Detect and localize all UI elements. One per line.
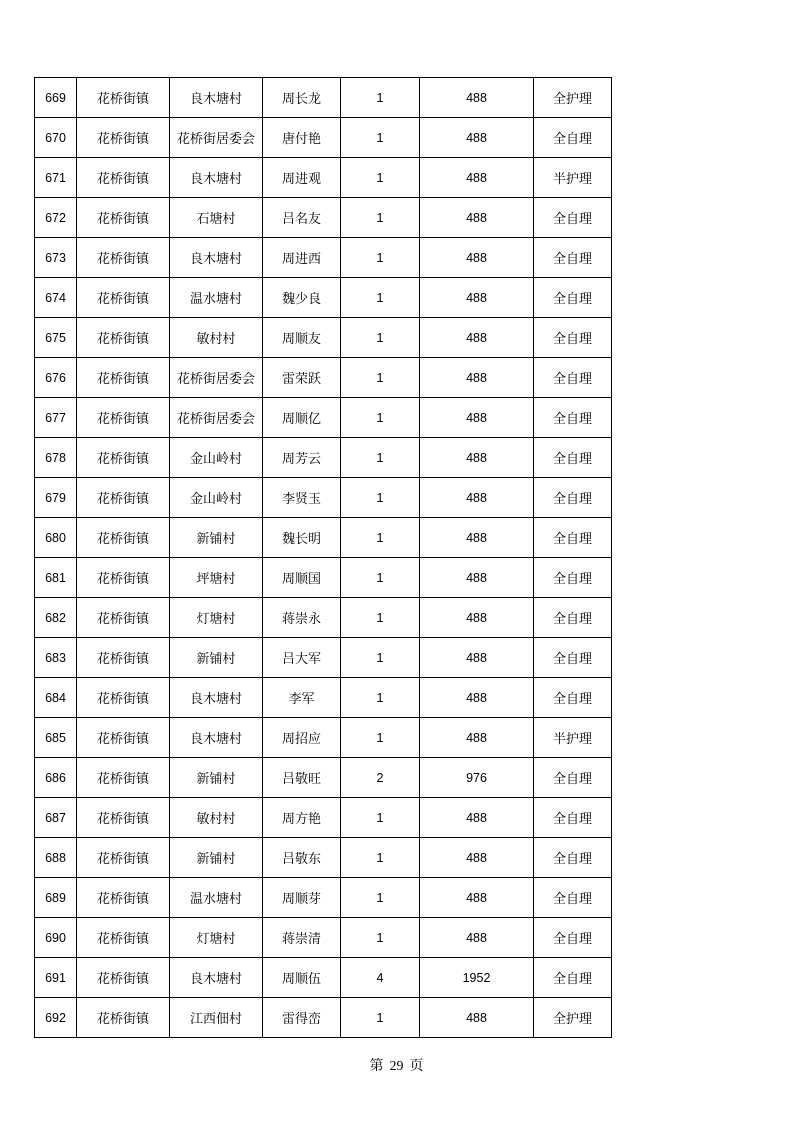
amount-cell: 488: [420, 998, 534, 1038]
village-cell: 新铺村: [170, 518, 263, 558]
name-cell: 吕敬旺: [263, 758, 341, 798]
name-cell: 吕大军: [263, 638, 341, 678]
count-cell: 1: [341, 318, 420, 358]
village-cell: 良木塘村: [170, 718, 263, 758]
count-cell: 1: [341, 838, 420, 878]
town-cell: 花桥街镇: [77, 638, 170, 678]
row-number-cell: 673: [35, 238, 77, 278]
village-cell: 新铺村: [170, 758, 263, 798]
name-cell: 吕名友: [263, 198, 341, 238]
name-cell: 魏长明: [263, 518, 341, 558]
name-cell: 周进观: [263, 158, 341, 198]
care-level-cell: 全护理: [534, 998, 612, 1038]
row-number-cell: 691: [35, 958, 77, 998]
town-cell: 花桥街镇: [77, 278, 170, 318]
village-cell: 花桥街居委会: [170, 398, 263, 438]
row-number-cell: 675: [35, 318, 77, 358]
table-row: [35, 78, 612, 118]
care-level-cell: 全自理: [534, 398, 612, 438]
table-row: [35, 758, 612, 798]
table-row: [35, 878, 612, 918]
name-cell: 周顺国: [263, 558, 341, 598]
care-level-cell: 全自理: [534, 118, 612, 158]
table-body: [35, 78, 612, 1038]
row-number-cell: 682: [35, 598, 77, 638]
town-cell: 花桥街镇: [77, 918, 170, 958]
count-cell: 1: [341, 358, 420, 398]
row-number-cell: 674: [35, 278, 77, 318]
care-level-cell: 半护理: [534, 158, 612, 198]
care-level-cell: 全自理: [534, 878, 612, 918]
count-cell: 1: [341, 878, 420, 918]
table-row: [35, 638, 612, 678]
amount-cell: 488: [420, 398, 534, 438]
name-cell: 周方艳: [263, 798, 341, 838]
care-level-cell: 全自理: [534, 358, 612, 398]
amount-cell: 488: [420, 438, 534, 478]
count-cell: 1: [341, 278, 420, 318]
count-cell: 1: [341, 118, 420, 158]
name-cell: 李军: [263, 678, 341, 718]
amount-cell: 488: [420, 158, 534, 198]
count-cell: 1: [341, 558, 420, 598]
row-number-cell: 672: [35, 198, 77, 238]
care-level-cell: 全自理: [534, 438, 612, 478]
care-level-cell: 全自理: [534, 798, 612, 838]
town-cell: 花桥街镇: [77, 358, 170, 398]
page-footer: [0, 1055, 793, 1075]
care-level-cell: 全自理: [534, 958, 612, 998]
town-cell: 花桥街镇: [77, 758, 170, 798]
table-row: [35, 238, 612, 278]
count-cell: 1: [341, 398, 420, 438]
town-cell: 花桥街镇: [77, 878, 170, 918]
row-number-cell: 670: [35, 118, 77, 158]
amount-cell: 488: [420, 598, 534, 638]
town-cell: 花桥街镇: [77, 198, 170, 238]
count-cell: 1: [341, 518, 420, 558]
town-cell: 花桥街镇: [77, 838, 170, 878]
table-row: [35, 318, 612, 358]
count-cell: 1: [341, 918, 420, 958]
count-cell: 1: [341, 78, 420, 118]
count-cell: 1: [341, 478, 420, 518]
amount-cell: 488: [420, 318, 534, 358]
name-cell: 周长龙: [263, 78, 341, 118]
amount-cell: 488: [420, 718, 534, 758]
amount-cell: 488: [420, 798, 534, 838]
table-row: [35, 718, 612, 758]
amount-cell: 488: [420, 518, 534, 558]
name-cell: 蒋崇清: [263, 918, 341, 958]
row-number-cell: 687: [35, 798, 77, 838]
row-number-cell: 683: [35, 638, 77, 678]
table-row: [35, 918, 612, 958]
town-cell: 花桥街镇: [77, 158, 170, 198]
town-cell: 花桥街镇: [77, 518, 170, 558]
care-level-cell: 全自理: [534, 758, 612, 798]
care-level-cell: 全自理: [534, 638, 612, 678]
amount-cell: 488: [420, 78, 534, 118]
row-number-cell: 678: [35, 438, 77, 478]
table-row: [35, 998, 612, 1038]
village-cell: 敏村村: [170, 798, 263, 838]
count-cell: 1: [341, 998, 420, 1038]
care-level-cell: 全自理: [534, 678, 612, 718]
town-cell: 花桥街镇: [77, 478, 170, 518]
row-number-cell: 677: [35, 398, 77, 438]
row-number-cell: 689: [35, 878, 77, 918]
count-cell: 1: [341, 798, 420, 838]
page-number: 29: [389, 1059, 404, 1074]
amount-cell: 488: [420, 198, 534, 238]
count-cell: 1: [341, 678, 420, 718]
amount-cell: 488: [420, 478, 534, 518]
village-cell: 良木塘村: [170, 158, 263, 198]
row-number-cell: 669: [35, 78, 77, 118]
village-cell: 良木塘村: [170, 238, 263, 278]
care-level-cell: 全自理: [534, 838, 612, 878]
name-cell: 魏少良: [263, 278, 341, 318]
village-cell: 灯塘村: [170, 918, 263, 958]
table-row: [35, 598, 612, 638]
amount-cell: 1952: [420, 958, 534, 998]
count-cell: 2: [341, 758, 420, 798]
row-number-cell: 681: [35, 558, 77, 598]
amount-cell: 488: [420, 638, 534, 678]
village-cell: 良木塘村: [170, 678, 263, 718]
name-cell: 李贤玉: [263, 478, 341, 518]
row-number-cell: 679: [35, 478, 77, 518]
count-cell: 1: [341, 438, 420, 478]
name-cell: 周顺友: [263, 318, 341, 358]
name-cell: 周顺伍: [263, 958, 341, 998]
page-footer-suffix: 页: [409, 1058, 424, 1074]
village-cell: 石塘村: [170, 198, 263, 238]
name-cell: 雷荣跃: [263, 358, 341, 398]
row-number-cell: 671: [35, 158, 77, 198]
name-cell: 唐付艳: [263, 118, 341, 158]
care-level-cell: 半护理: [534, 718, 612, 758]
town-cell: 花桥街镇: [77, 718, 170, 758]
amount-cell: 488: [420, 878, 534, 918]
table-row: [35, 518, 612, 558]
village-cell: 金山岭村: [170, 438, 263, 478]
table-row: [35, 438, 612, 478]
town-cell: 花桥街镇: [77, 598, 170, 638]
care-level-cell: 全护理: [534, 78, 612, 118]
table-row: [35, 398, 612, 438]
village-cell: 敏村村: [170, 318, 263, 358]
village-cell: 良木塘村: [170, 958, 263, 998]
table-row: [35, 158, 612, 198]
town-cell: 花桥街镇: [77, 318, 170, 358]
care-level-cell: 全自理: [534, 198, 612, 238]
town-cell: 花桥街镇: [77, 438, 170, 478]
town-cell: 花桥街镇: [77, 798, 170, 838]
table-row: [35, 958, 612, 998]
table-row: [35, 838, 612, 878]
count-cell: 1: [341, 198, 420, 238]
table-row: [35, 558, 612, 598]
care-level-cell: 全自理: [534, 278, 612, 318]
row-number-cell: 684: [35, 678, 77, 718]
town-cell: 花桥街镇: [77, 998, 170, 1038]
village-cell: 良木塘村: [170, 78, 263, 118]
care-level-cell: 全自理: [534, 478, 612, 518]
village-cell: 江西佃村: [170, 998, 263, 1038]
village-cell: 花桥街居委会: [170, 118, 263, 158]
amount-cell: 488: [420, 358, 534, 398]
count-cell: 1: [341, 638, 420, 678]
care-level-cell: 全自理: [534, 518, 612, 558]
village-cell: 坪塘村: [170, 558, 263, 598]
count-cell: 4: [341, 958, 420, 998]
count-cell: 1: [341, 598, 420, 638]
village-cell: 新铺村: [170, 838, 263, 878]
name-cell: 周芳云: [263, 438, 341, 478]
row-number-cell: 688: [35, 838, 77, 878]
care-level-cell: 全自理: [534, 318, 612, 358]
data-table: [34, 77, 612, 1038]
amount-cell: 488: [420, 278, 534, 318]
town-cell: 花桥街镇: [77, 78, 170, 118]
amount-cell: 488: [420, 558, 534, 598]
name-cell: 蒋崇永: [263, 598, 341, 638]
row-number-cell: 685: [35, 718, 77, 758]
amount-cell: 488: [420, 238, 534, 278]
name-cell: 周顺芽: [263, 878, 341, 918]
table-row: [35, 278, 612, 318]
name-cell: 吕敬东: [263, 838, 341, 878]
amount-cell: 488: [420, 678, 534, 718]
table-row: [35, 358, 612, 398]
amount-cell: 488: [420, 918, 534, 958]
village-cell: 灯塘村: [170, 598, 263, 638]
count-cell: 1: [341, 238, 420, 278]
row-number-cell: 680: [35, 518, 77, 558]
care-level-cell: 全自理: [534, 238, 612, 278]
row-number-cell: 686: [35, 758, 77, 798]
name-cell: 周进西: [263, 238, 341, 278]
town-cell: 花桥街镇: [77, 958, 170, 998]
count-cell: 1: [341, 158, 420, 198]
village-cell: 花桥街居委会: [170, 358, 263, 398]
town-cell: 花桥街镇: [77, 678, 170, 718]
town-cell: 花桥街镇: [77, 398, 170, 438]
row-number-cell: 692: [35, 998, 77, 1038]
town-cell: 花桥街镇: [77, 118, 170, 158]
name-cell: 雷得峦: [263, 998, 341, 1038]
amount-cell: 488: [420, 118, 534, 158]
row-number-cell: 676: [35, 358, 77, 398]
row-number-cell: 690: [35, 918, 77, 958]
care-level-cell: 全自理: [534, 558, 612, 598]
name-cell: 周招应: [263, 718, 341, 758]
village-cell: 温水塘村: [170, 878, 263, 918]
town-cell: 花桥街镇: [77, 238, 170, 278]
village-cell: 新铺村: [170, 638, 263, 678]
village-cell: 温水塘村: [170, 278, 263, 318]
table-row: [35, 478, 612, 518]
count-cell: 1: [341, 718, 420, 758]
town-cell: 花桥街镇: [77, 558, 170, 598]
table-row: [35, 678, 612, 718]
table-row: [35, 118, 612, 158]
table-row: [35, 198, 612, 238]
care-level-cell: 全自理: [534, 598, 612, 638]
amount-cell: 488: [420, 838, 534, 878]
name-cell: 周顺亿: [263, 398, 341, 438]
page-footer-prefix: 第: [369, 1058, 384, 1074]
care-level-cell: 全自理: [534, 918, 612, 958]
table-row: [35, 798, 612, 838]
village-cell: 金山岭村: [170, 478, 263, 518]
amount-cell: 976: [420, 758, 534, 798]
